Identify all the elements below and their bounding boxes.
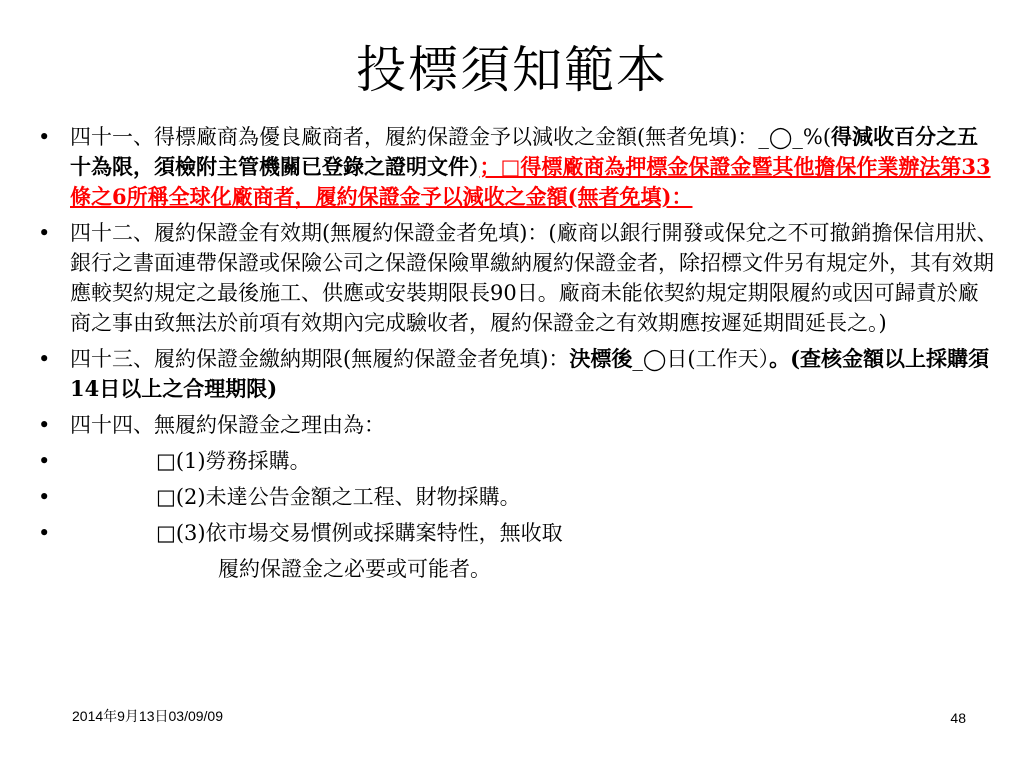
item-44-text: 四十四、無履約保證金之理由為：: [70, 413, 385, 437]
bullet-dot: •: [38, 449, 51, 473]
item-41: [38, 122, 998, 212]
option-1-text: □(1)勞務採購。: [156, 449, 311, 473]
bullet-dot: •: [38, 521, 51, 545]
item-42-text: 四十二、履約保證金有效期(無履約保證金者免填)：(廠商以銀行開發或保兌之不可撤銷擔保信用狀、銀行之書面連帶保證或保險公司之保證保險單繳納履約保證金者，除招標文件另有規定外，其有效期應較契約規定之最後施工、供應或安裝期限長90日。廠商未能依契約規定期限履約或因可歸責於廠商之事由致無法於前項有效期內完成驗收者，履約保證金之有效期應按遲延期間延長之。): [70, 221, 998, 335]
item-42: [38, 218, 998, 338]
option-3-continuation: 履約保證金之必要或可能者。: [218, 557, 491, 581]
option-1: [38, 446, 998, 476]
option-3-text: □(3)依市場交易慣例或採購案特性，無收取: [156, 521, 563, 545]
item-43-bold-award: 決標後: [569, 346, 633, 371]
bullet-dot: •: [38, 347, 51, 371]
bullet-dot: •: [38, 125, 51, 149]
item-44: [38, 410, 998, 440]
bullet-dot: •: [38, 221, 51, 245]
slide-body: [38, 122, 998, 584]
option-2: [38, 482, 998, 512]
item-43-text: 四十三、履約保證金繳納期限(無履約保證金者免填)：: [70, 347, 570, 371]
item-43-bold-note: 。(查核金額以上採購須14日以上之合理期限): [70, 346, 990, 401]
item-43-days: _◯日(工作天）: [632, 347, 770, 371]
bullet-dot: •: [38, 413, 51, 437]
footer-date: 2014年9月13日03/09/09: [72, 708, 223, 724]
item-41-bold-note: 得減收百分之五十為限，須檢附主管機關已登錄之證明文件）: [70, 124, 979, 179]
item-41-red-note: ；□得標廠商為押標金保證金暨其他擔保作業辦法第33條之6所稱全球化廠商者，履約保證金予以減收之金額(無者免填)：: [70, 154, 991, 209]
page-number: 48: [950, 710, 966, 726]
option-2-text: □(2)未達公告金額之工程、財物採購。: [156, 485, 521, 509]
item-43: [38, 344, 998, 404]
option-3: [38, 518, 998, 548]
item-41-text: 四十一、得標廠商為優良廠商者，履約保證金予以減收之金額(無者免填)：_◯_%(: [70, 125, 832, 149]
slide-title: 投標須知範本: [356, 41, 668, 99]
bullet-dot: •: [38, 485, 51, 509]
